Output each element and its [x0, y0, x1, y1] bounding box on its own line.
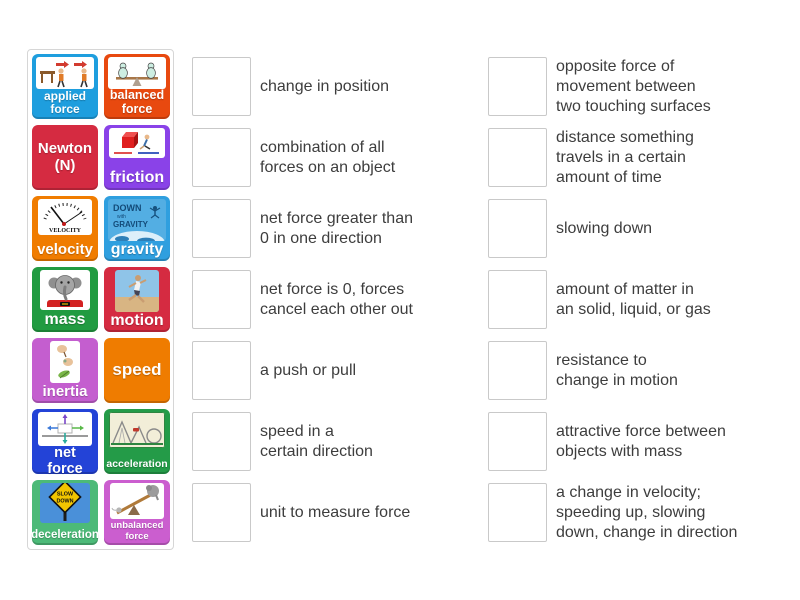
tile-label: net force: [47, 445, 83, 477]
definition-text: resistance to change in motion: [556, 351, 678, 389]
motion-image: [115, 270, 159, 312]
definition-text: a push or pull: [260, 361, 357, 379]
tile-newton-n-[interactable]: [32, 125, 98, 190]
tile-label: acceleration: [106, 458, 168, 471]
net-force-image: [38, 412, 92, 446]
mass-image: [40, 270, 90, 310]
drop-target[interactable]: [192, 341, 251, 400]
match-row: [192, 335, 460, 406]
tile-label: speed: [112, 360, 162, 380]
applied-force-image: [36, 57, 94, 89]
definition-text: distance something travels in a certain amount of time: [556, 128, 694, 186]
balanced-force-image: [108, 57, 166, 89]
match-row: [488, 193, 793, 264]
deceleration-image: [40, 483, 90, 523]
tile-label: mass: [44, 311, 86, 329]
tile-label: Newton (N): [37, 140, 93, 174]
drop-target[interactable]: [488, 483, 547, 542]
drop-target[interactable]: [192, 483, 251, 542]
definition-text: speed in a certain direction: [260, 422, 373, 460]
tile-gravity[interactable]: [104, 196, 170, 261]
match-row: [192, 477, 460, 548]
match-row: [488, 264, 793, 335]
svg-text:VELOCITY: VELOCITY: [48, 228, 82, 234]
tile-velocity[interactable]: [32, 196, 98, 261]
drop-target[interactable]: [192, 57, 251, 116]
match-row: [488, 335, 793, 406]
tile-label: unbalanced force: [110, 520, 164, 542]
drop-target[interactable]: [192, 270, 251, 329]
tile-speed[interactable]: [104, 338, 170, 403]
svg-text:GRAVITY: GRAVITY: [113, 220, 148, 229]
match-row: [192, 122, 460, 193]
definition-text: net force is 0, forces cancel each other out: [260, 280, 413, 318]
definition-text: net force greater than 0 in one direction: [260, 209, 413, 247]
drop-target[interactable]: [488, 128, 547, 187]
definition-text: opposite force of movement between two touching surfaces: [556, 57, 711, 115]
definition-text: change in position: [260, 77, 389, 95]
drop-target[interactable]: [488, 341, 547, 400]
velocity-image: [38, 199, 92, 235]
drop-target[interactable]: [488, 57, 547, 116]
tile-friction[interactable]: [104, 125, 170, 190]
tile-label: applied force: [43, 88, 86, 116]
definitions-middle-column: [192, 51, 460, 548]
match-row: [192, 406, 460, 477]
definition-text: amount of matter in an solid, liquid, or gas: [556, 280, 711, 318]
drop-target[interactable]: [192, 412, 251, 471]
tile-applied-force[interactable]: [32, 54, 98, 119]
gravity-image: [108, 199, 166, 241]
tile-net-force[interactable]: [32, 409, 98, 477]
match-row: [488, 406, 793, 477]
match-row: [488, 122, 793, 193]
drop-target[interactable]: [488, 270, 547, 329]
tile-label: balanced force: [109, 88, 165, 116]
drop-target[interactable]: [488, 199, 547, 258]
svg-text:DOWN: DOWN: [113, 203, 142, 213]
inertia-image: [50, 341, 80, 383]
unbalanced-force-image: [110, 483, 164, 519]
tile-panel: [27, 49, 174, 550]
match-row: [192, 51, 460, 122]
tile-label: velocity: [37, 240, 93, 258]
tiles-grid: [32, 54, 169, 545]
tile-acceleration[interactable]: [104, 409, 170, 474]
friction-image: [109, 128, 165, 158]
svg-text:SLOW: SLOW: [56, 491, 74, 498]
drop-target[interactable]: [192, 199, 251, 258]
tile-deceleration[interactable]: [32, 480, 98, 545]
svg-text:DOWN: DOWN: [56, 498, 74, 505]
drop-target[interactable]: [192, 128, 251, 187]
tile-unbalanced-force[interactable]: [104, 480, 170, 545]
match-row: [488, 477, 793, 548]
acceleration-image: [109, 412, 165, 448]
tile-label: motion: [110, 312, 164, 329]
match-row: [192, 193, 460, 264]
tile-label: inertia: [42, 382, 88, 400]
definition-text: unit to measure force: [260, 503, 411, 521]
match-row: [192, 264, 460, 335]
definition-text: slowing down: [556, 219, 653, 237]
tile-label: deceleration: [31, 529, 99, 542]
definitions-right-column: [488, 51, 793, 548]
match-row: [488, 51, 793, 122]
definition-text: attractive force between objects with mass: [556, 422, 726, 460]
tile-mass[interactable]: [32, 267, 98, 332]
tile-label: friction: [109, 169, 165, 187]
tile-balanced-force[interactable]: [104, 54, 170, 119]
tile-motion[interactable]: [104, 267, 170, 332]
drop-target[interactable]: [488, 412, 547, 471]
definition-text: a change in velocity; speeding up, slowing down, change in direction: [556, 483, 738, 541]
tile-label: gravity: [110, 241, 164, 258]
definition-text: combination of all forces on an object: [260, 138, 396, 176]
tile-inertia[interactable]: [32, 338, 98, 403]
svg-text:with: with: [117, 214, 126, 220]
